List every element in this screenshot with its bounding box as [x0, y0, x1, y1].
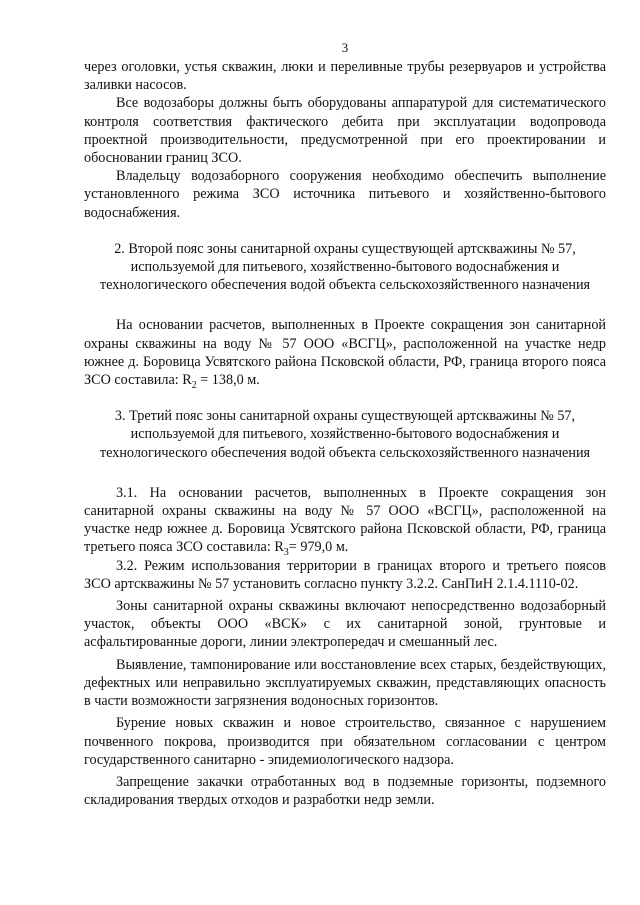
paragraph-identification: Выявление, тампонирование или восстановление всех старых, бездействующих, дефектных или неправильно эксплуатируемых скважин, представляющих опасность в части возможности загрязнения водоносных горизонтов.: [84, 656, 606, 710]
paragraph-prohibition: Запрещение закачки отработанных вод в подземные горизонты, подземного складирования твердых отходов и разработки недр земли.: [84, 773, 606, 809]
document-page: [84, 40, 606, 809]
paragraph-third-belt-radius: [84, 484, 606, 557]
subscript: 2: [191, 379, 197, 391]
paragraph-second-belt-radius: [84, 316, 606, 389]
section-heading-second-belt: 2. Второй пояс зоны санитарной охраны существующей артскважины № 57, используемой для питьевого, хозяйственно-бытового водоснабжения и технологического обеспечения водой объекта сельскохозяйственного назначения: [99, 240, 591, 294]
paragraph-text: 3.1. На основании расчетов, выполненных в Проекте сокращения зон санитарной охраны скважины на воду № 57 ООО «ВСГЦ», расположенной на участке недр южнее д. Боровица Усвятского района Псковской области, РФ, граница третьего пояса ЗСО составила: R: [84, 484, 606, 556]
section-heading-third-belt: 3. Третий пояс зоны санитарной охраны существующей артскважины № 57, используемой для питьевого, хозяйственно-бытового водоснабжения и технологического обеспечения водой объекта сельскохозяйственного назначения: [99, 408, 591, 461]
paragraph-regime: 3.2. Режим использования территории в границах второго и третьего поясов ЗСО артскважины № 57 установить согласно пункту 3.2.2. СанПиН 2.1.4.1110-02.: [84, 557, 606, 592]
paragraph-text: На основании расчетов, выполненных в Проекте сокращения зон санитарной охраны скважины на воду № 57 ООО «ВСГЦ», расположенной на участке недр южнее д. Боровица Усвятского района Псковской области, РФ, граница второго пояса ЗСО составила: R: [84, 317, 606, 389]
radius-value: = 138,0 м.: [196, 372, 260, 389]
paragraph-owner-duty: Владельцу водозаборного сооружения необходимо обеспечить выполнение установленного режима ЗСО источника питьевого и хозяйственно-бытового водоснабжения.: [84, 168, 606, 221]
radius-value: = 979,0 м.: [288, 539, 349, 556]
paragraph-continuation: через оголовки, устья скважин, люки и переливные трубы резервуаров и устройства заливки насосов.: [84, 59, 606, 94]
subscript: 3: [283, 547, 289, 559]
page-number: 3: [341, 40, 349, 55]
paragraph-drilling: Бурение новых скважин и новое строительство, связанное с нарушением почвенного покрова, производится при обязательном согласовании с центром государственного санитарно - эпидемиологического надзора.: [84, 715, 606, 768]
paragraph-equipment: Все водозаборы должны быть оборудованы аппаратурой для систематического контроля соответствия фактического дебита при эксплуатации водопровода проектной производительности, предусмотренной при его проектировании и обосновании границ ЗСО.: [84, 95, 606, 167]
paragraph-zones-include: Зоны санитарной охраны скважины включают непосредственно водозаборный участок, объекты ООО «ВСК» с их санитарной зоной, грунтовые и асфальтированные дороги, линии электропередач и смешанный лес.: [84, 598, 606, 651]
